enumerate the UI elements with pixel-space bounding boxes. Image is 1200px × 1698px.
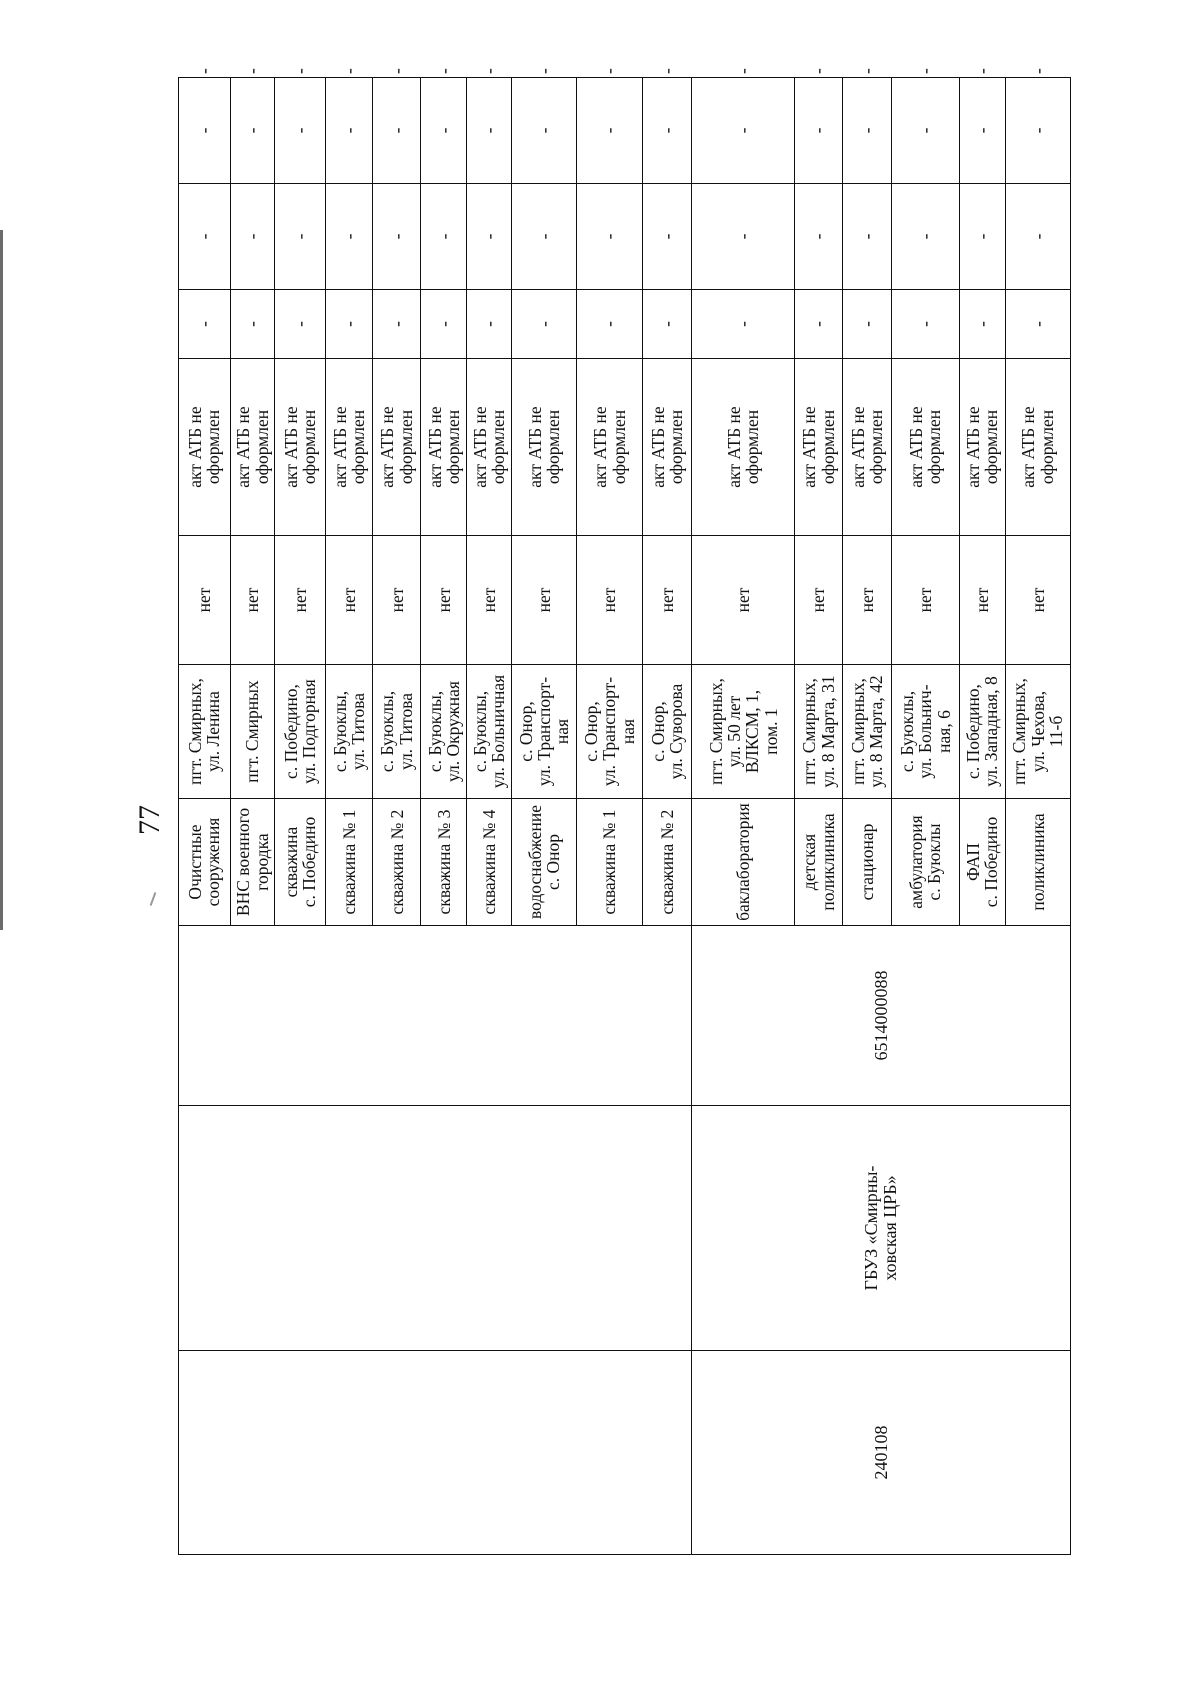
object-name-cell bbox=[512, 799, 577, 926]
table-row: детская поликлиника пгт. Смирных, ул. 8 Марта, 31 нет акт АТБ не оформлен - - - - bbox=[795, 78, 842, 1555]
object-name-cell bbox=[842, 799, 891, 926]
act-status-line: оформлен bbox=[251, 409, 272, 485]
act-status-line: оформлен bbox=[347, 409, 368, 485]
address-cell bbox=[642, 665, 691, 799]
dash-cell-col7: - bbox=[1005, 184, 1070, 290]
object-name-line: городка bbox=[251, 833, 272, 891]
dash-cell-col8: - bbox=[179, 78, 231, 184]
address-line: ул. Больнич- bbox=[915, 684, 936, 779]
object-name-cell bbox=[959, 799, 1005, 926]
act-status-line: оформлен bbox=[1036, 409, 1057, 485]
act-status-cell bbox=[467, 359, 512, 536]
object-name-line: Очистные bbox=[184, 824, 205, 900]
availability-cell: нет bbox=[230, 536, 275, 665]
act-status-line: акт АТБ не bbox=[424, 406, 445, 488]
object-name-line: с. Буюклы bbox=[924, 823, 945, 901]
table-row: 240108 ГБУЗ «Смирны- ховская ЦРБ» 6514000088 баклаборатория пгт. Смирных, ул. 50 лет ВЛКСМ, 1, пом. 1 нет акт АТБ не оформлен - - - - bbox=[692, 78, 795, 1555]
address-line: ул. 8 Марта, 31 bbox=[817, 675, 838, 788]
act-status-line: оформлен bbox=[395, 409, 416, 485]
dash-cell-col7: - bbox=[373, 184, 421, 290]
act-status-cell bbox=[179, 359, 231, 536]
dash-cell-col6: - bbox=[373, 290, 421, 359]
dash-cell-col6: - bbox=[421, 290, 467, 359]
address-line: ная, 6 bbox=[933, 710, 954, 753]
address-line: 11-б bbox=[1045, 715, 1066, 748]
table-row: ФАП с. Победино с. Победино, ул. Западная, 8 нет акт АТБ не оформлен - - - - bbox=[959, 78, 1005, 1555]
dash-cell-col6: - bbox=[325, 290, 372, 359]
address-line: пгт. Смирных, bbox=[184, 678, 205, 785]
registry-code-cell bbox=[179, 1351, 692, 1555]
organization-cell bbox=[179, 1106, 692, 1351]
address-cell bbox=[512, 665, 577, 799]
address-line: с. Онор, bbox=[647, 701, 668, 762]
inn-cell: 6514000088 bbox=[692, 926, 1071, 1106]
object-name-line: скважина № 1 bbox=[599, 809, 620, 915]
table-row: поликлиника пгт. Смирных, ул. Чехова, 11-б нет акт АТБ не оформлен - - - - bbox=[1005, 78, 1070, 1555]
registry-code-cell: 240108 bbox=[692, 1351, 1071, 1555]
object-name-line: ФАП bbox=[962, 843, 983, 881]
act-status-cell bbox=[275, 359, 326, 536]
dash-cell-col7: - bbox=[959, 184, 1005, 290]
object-name-line: баклаборатория bbox=[733, 803, 754, 921]
object-name-line: скважина № 4 bbox=[479, 809, 500, 915]
address-cell bbox=[795, 665, 842, 799]
address-line: ул. 50 лет bbox=[723, 695, 744, 768]
act-status-line: акт АТБ не bbox=[647, 406, 668, 488]
act-status-line: акт АТБ не bbox=[329, 406, 350, 488]
address-line: ул. Чехова, bbox=[1027, 690, 1048, 773]
availability-cell: нет bbox=[577, 536, 642, 665]
act-status-line: акт АТБ не bbox=[962, 406, 983, 488]
dash-cell-col8: - bbox=[421, 78, 467, 184]
object-name-line: детская bbox=[799, 833, 820, 891]
address-line: пгт. Смирных, bbox=[705, 678, 726, 785]
act-status-line: акт АТБ не bbox=[233, 406, 254, 488]
availability-cell: нет bbox=[467, 536, 512, 665]
act-status-cell bbox=[692, 359, 795, 536]
address-cell bbox=[959, 665, 1005, 799]
address-line: ул. Ленина bbox=[203, 691, 224, 772]
address-cell bbox=[179, 665, 231, 799]
act-status-cell bbox=[795, 359, 842, 536]
inn-cell bbox=[179, 926, 692, 1106]
act-status-line: акт АТБ не bbox=[723, 406, 744, 488]
act-status-cell bbox=[577, 359, 642, 536]
object-name-line: ВНС военного bbox=[233, 807, 254, 917]
table-row: скважина № 4 с. Буюклы, ул. Больничная нет акт АТБ не оформлен - - - - bbox=[467, 78, 512, 1555]
object-name-cell bbox=[1005, 799, 1070, 926]
object-name-line: скважина № 3 bbox=[433, 809, 454, 915]
address-line: пгт. Смирных, bbox=[847, 678, 868, 785]
dash-cell-col7: - bbox=[179, 184, 231, 290]
address-line: с. Буюклы, bbox=[377, 690, 398, 773]
object-name-line: скважина № 1 bbox=[338, 809, 359, 915]
table-row: скважина с. Победино с. Победино, ул. Подгорная нет акт АТБ не оформлен - - - - bbox=[275, 78, 326, 1555]
address-line: ул. Окружная bbox=[442, 681, 463, 782]
object-name-cell bbox=[892, 799, 959, 926]
object-name-cell bbox=[230, 799, 275, 926]
address-line: ул. Суворова bbox=[665, 683, 686, 780]
dash-cell-col7: - bbox=[467, 184, 512, 290]
address-line: ВЛКСМ, 1, bbox=[742, 689, 763, 774]
availability-cell: нет bbox=[373, 536, 421, 665]
dash-cell-col8: - bbox=[795, 78, 842, 184]
table-row: скважина № 2 с. Буюклы, ул. Титова нет акт АТБ не оформлен - - - - bbox=[373, 78, 421, 1555]
object-name-line: с. Победино bbox=[299, 816, 320, 908]
table-row: ВНС военного городка пгт. Смирных нет акт АТБ не оформлен - - - - bbox=[230, 78, 275, 1555]
act-status-line: акт АТБ не bbox=[799, 406, 820, 488]
availability-cell: нет bbox=[642, 536, 691, 665]
address-line: ул. Западная, 8 bbox=[981, 676, 1002, 787]
dash-cell-col8: - bbox=[1005, 78, 1070, 184]
address-line: с. Победино, bbox=[962, 684, 983, 779]
object-name-line: стационар bbox=[856, 823, 877, 901]
dash-cell-col7: - bbox=[275, 184, 326, 290]
dash-cell-col7: - bbox=[512, 184, 577, 290]
dash-cell-col6: - bbox=[1005, 290, 1070, 359]
address-line: ная bbox=[552, 718, 573, 745]
organization-cell bbox=[692, 1106, 1071, 1351]
object-name-cell bbox=[692, 799, 795, 926]
dash-cell-col6: - bbox=[892, 290, 959, 359]
address-line: с. Буюклы, bbox=[329, 690, 350, 773]
act-status-line: акт АТБ не bbox=[469, 406, 490, 488]
address-cell bbox=[421, 665, 467, 799]
object-name-line: водоснабжение bbox=[524, 805, 545, 919]
rotated-table-container bbox=[178, 68, 1071, 1555]
object-name-line: с. Онор bbox=[543, 833, 564, 891]
address-line: с. Буюклы, bbox=[469, 690, 490, 773]
address-cell bbox=[842, 665, 891, 799]
object-name-cell bbox=[795, 799, 842, 926]
availability-cell: нет bbox=[1005, 536, 1070, 665]
object-name-cell bbox=[577, 799, 642, 926]
address-line: ул. Титова bbox=[347, 692, 368, 771]
act-status-cell bbox=[642, 359, 691, 536]
object-name-line: амбулатория bbox=[905, 815, 926, 909]
table-row: скважина № 3 с. Буюклы, ул. Окружная нет акт АТБ не оформлен - - - - bbox=[421, 78, 467, 1555]
act-status-line: оформлен bbox=[742, 409, 763, 485]
act-status-line: акт АТБ не bbox=[377, 406, 398, 488]
dash-cell-col8: - bbox=[512, 78, 577, 184]
act-status-line: акт АТБ не bbox=[524, 406, 545, 488]
dash-cell-col8: - bbox=[325, 78, 372, 184]
act-status-line: акт АТБ не bbox=[905, 406, 926, 488]
object-name-cell bbox=[421, 799, 467, 926]
availability-cell: нет bbox=[512, 536, 577, 665]
dash-cell-col6: - bbox=[959, 290, 1005, 359]
table-row: стационар пгт. Смирных, ул. 8 Марта, 42 нет акт АТБ не оформлен - - - - bbox=[842, 78, 891, 1555]
dash-cell-col7: - bbox=[421, 184, 467, 290]
address-cell bbox=[692, 665, 795, 799]
dash-cell-col8: - bbox=[959, 78, 1005, 184]
address-line: ул. Больничная bbox=[488, 674, 509, 789]
dash-cell-col8: - bbox=[642, 78, 691, 184]
dash-cell-col8: - bbox=[577, 78, 642, 184]
address-line: ная bbox=[617, 718, 638, 745]
act-status-cell bbox=[842, 359, 891, 536]
dash-cell-col7: - bbox=[692, 184, 795, 290]
object-name-line: скважина № 2 bbox=[656, 809, 677, 915]
object-name-line: скважина № 2 bbox=[386, 809, 407, 915]
act-status-line: оформлен bbox=[865, 409, 886, 485]
address-line: с. Буюклы, bbox=[424, 690, 445, 773]
act-status-line: оформлен bbox=[442, 409, 463, 485]
act-status-line: оформлен bbox=[543, 409, 564, 485]
object-name-cell bbox=[275, 799, 326, 926]
object-name-line: поликлиника bbox=[1027, 813, 1048, 911]
address-line: пом. 1 bbox=[760, 708, 781, 755]
table-row: Очистные сооружения пгт. Смирных, ул. Ленина нет акт АТБ не оформлен - - - - bbox=[179, 78, 231, 1555]
object-name-line: с. Победино bbox=[981, 816, 1002, 908]
availability-cell: нет bbox=[275, 536, 326, 665]
dash-cell-col6: - bbox=[230, 290, 275, 359]
dash-cell-col8: - bbox=[467, 78, 512, 184]
act-status-line: акт АТБ не bbox=[847, 406, 868, 488]
act-status-cell bbox=[230, 359, 275, 536]
act-status-cell bbox=[1005, 359, 1070, 536]
object-name-cell bbox=[179, 799, 231, 926]
address-line: пгт. Смирных bbox=[242, 680, 263, 783]
dash-cell-col8: - bbox=[842, 78, 891, 184]
dash-cell-col7: - bbox=[842, 184, 891, 290]
address-cell bbox=[1005, 665, 1070, 799]
dash-cell-col6: - bbox=[467, 290, 512, 359]
organization-line: ховская ЦРБ» bbox=[880, 1175, 901, 1281]
address-line: ул. Подгорная bbox=[299, 679, 320, 784]
dash-cell-col8: - bbox=[230, 78, 275, 184]
address-line: с. Победино, bbox=[280, 684, 301, 779]
availability-cell: нет bbox=[421, 536, 467, 665]
address-cell bbox=[467, 665, 512, 799]
dash-cell-col6: - bbox=[692, 290, 795, 359]
address-cell bbox=[577, 665, 642, 799]
dash-cell-col8: - bbox=[373, 78, 421, 184]
address-cell bbox=[325, 665, 372, 799]
dash-cell-col6: - bbox=[512, 290, 577, 359]
act-status-line: акт АТБ не bbox=[590, 406, 611, 488]
address-line: с. Онор, bbox=[580, 701, 601, 762]
dash-cell-col7: - bbox=[577, 184, 642, 290]
address-cell bbox=[275, 665, 326, 799]
act-status-cell bbox=[892, 359, 959, 536]
table-row: амбулатория с. Буюклы с. Буюклы, ул. Больнич- ная, 6 нет акт АТБ не оформлен - - - - bbox=[892, 78, 959, 1555]
address-line: пгт. Смирных, bbox=[799, 678, 820, 785]
dash-cell-col7: - bbox=[795, 184, 842, 290]
act-status-line: оформлен bbox=[299, 409, 320, 485]
address-line: ул. Транспорт- bbox=[599, 676, 620, 787]
act-status-cell bbox=[421, 359, 467, 536]
dash-cell-col7: - bbox=[892, 184, 959, 290]
page-number: 77 bbox=[133, 805, 166, 835]
availability-cell: нет bbox=[692, 536, 795, 665]
availability-cell: нет bbox=[959, 536, 1005, 665]
table-row: скважина № 2 с. Онор, ул. Суворова нет акт АТБ не оформлен - - - - bbox=[642, 78, 691, 1555]
object-name-cell bbox=[373, 799, 421, 926]
act-status-line: оформлен bbox=[924, 409, 945, 485]
act-status-line: оформлен bbox=[981, 409, 1002, 485]
act-status-line: акт АТБ не bbox=[280, 406, 301, 488]
dash-cell-col8: - bbox=[892, 78, 959, 184]
object-name-line: поликлиника bbox=[817, 813, 838, 911]
act-status-line: акт АТБ не bbox=[1018, 406, 1039, 488]
dash-cell-col6: - bbox=[842, 290, 891, 359]
object-name-cell bbox=[642, 799, 691, 926]
dash-cell-col7: - bbox=[325, 184, 372, 290]
act-status-line: оформлен bbox=[608, 409, 629, 485]
availability-cell: нет bbox=[179, 536, 231, 665]
dash-cell-col8: - bbox=[692, 78, 795, 184]
address-cell bbox=[892, 665, 959, 799]
dash-cell-col8: - bbox=[275, 78, 326, 184]
dash-cell-col6: - bbox=[179, 290, 231, 359]
object-name-cell bbox=[325, 799, 372, 926]
object-name-line: скважина bbox=[280, 826, 301, 898]
dash-cell-col6: - bbox=[577, 290, 642, 359]
table-row: скважина № 1 с. Онор, ул. Транспорт- ная нет акт АТБ не оформлен - - - - bbox=[577, 78, 642, 1555]
address-line: с. Буюклы, bbox=[896, 690, 917, 773]
act-status-line: оформлен bbox=[817, 409, 838, 485]
table-row: скважина № 1 с. Буюклы, ул. Титова нет акт АТБ не оформлен - - - - bbox=[325, 78, 372, 1555]
organization-line: ГБУЗ «Смирны- bbox=[861, 1165, 882, 1291]
address-line: ул. 8 Марта, 42 bbox=[865, 675, 886, 788]
dash-cell-col6: - bbox=[795, 290, 842, 359]
act-status-cell bbox=[959, 359, 1005, 536]
register-table bbox=[178, 68, 1071, 1555]
object-name-cell bbox=[467, 799, 512, 926]
act-status-line: акт АТБ не bbox=[184, 406, 205, 488]
act-status-cell bbox=[325, 359, 372, 536]
dash-cell-col6: - bbox=[275, 290, 326, 359]
scan-mark bbox=[150, 892, 157, 906]
availability-cell: нет bbox=[842, 536, 891, 665]
act-status-cell bbox=[512, 359, 577, 536]
address-line: ул. Транспорт- bbox=[534, 676, 555, 787]
object-name-line: сооружения bbox=[203, 817, 224, 907]
act-status-cell bbox=[373, 359, 421, 536]
dash-cell-col7: - bbox=[230, 184, 275, 290]
act-status-line: оформлен bbox=[203, 409, 224, 485]
address-cell bbox=[230, 665, 275, 799]
address-cell bbox=[373, 665, 421, 799]
availability-cell: нет bbox=[795, 536, 842, 665]
availability-cell: нет bbox=[892, 536, 959, 665]
act-status-line: оформлен bbox=[488, 409, 509, 485]
address-line: с. Онор, bbox=[515, 701, 536, 762]
scan-edge-band bbox=[0, 230, 3, 930]
dash-cell-col7: - bbox=[642, 184, 691, 290]
availability-cell: нет bbox=[325, 536, 372, 665]
table-row: водоснабжение с. Онор с. Онор, ул. Транспорт- ная нет акт АТБ не оформлен - - - - bbox=[512, 78, 577, 1555]
dash-cell-col6: - bbox=[642, 290, 691, 359]
act-status-line: оформлен bbox=[665, 409, 686, 485]
address-line: пгт. Смирных, bbox=[1009, 678, 1030, 785]
address-line: ул. Титова bbox=[395, 692, 416, 771]
